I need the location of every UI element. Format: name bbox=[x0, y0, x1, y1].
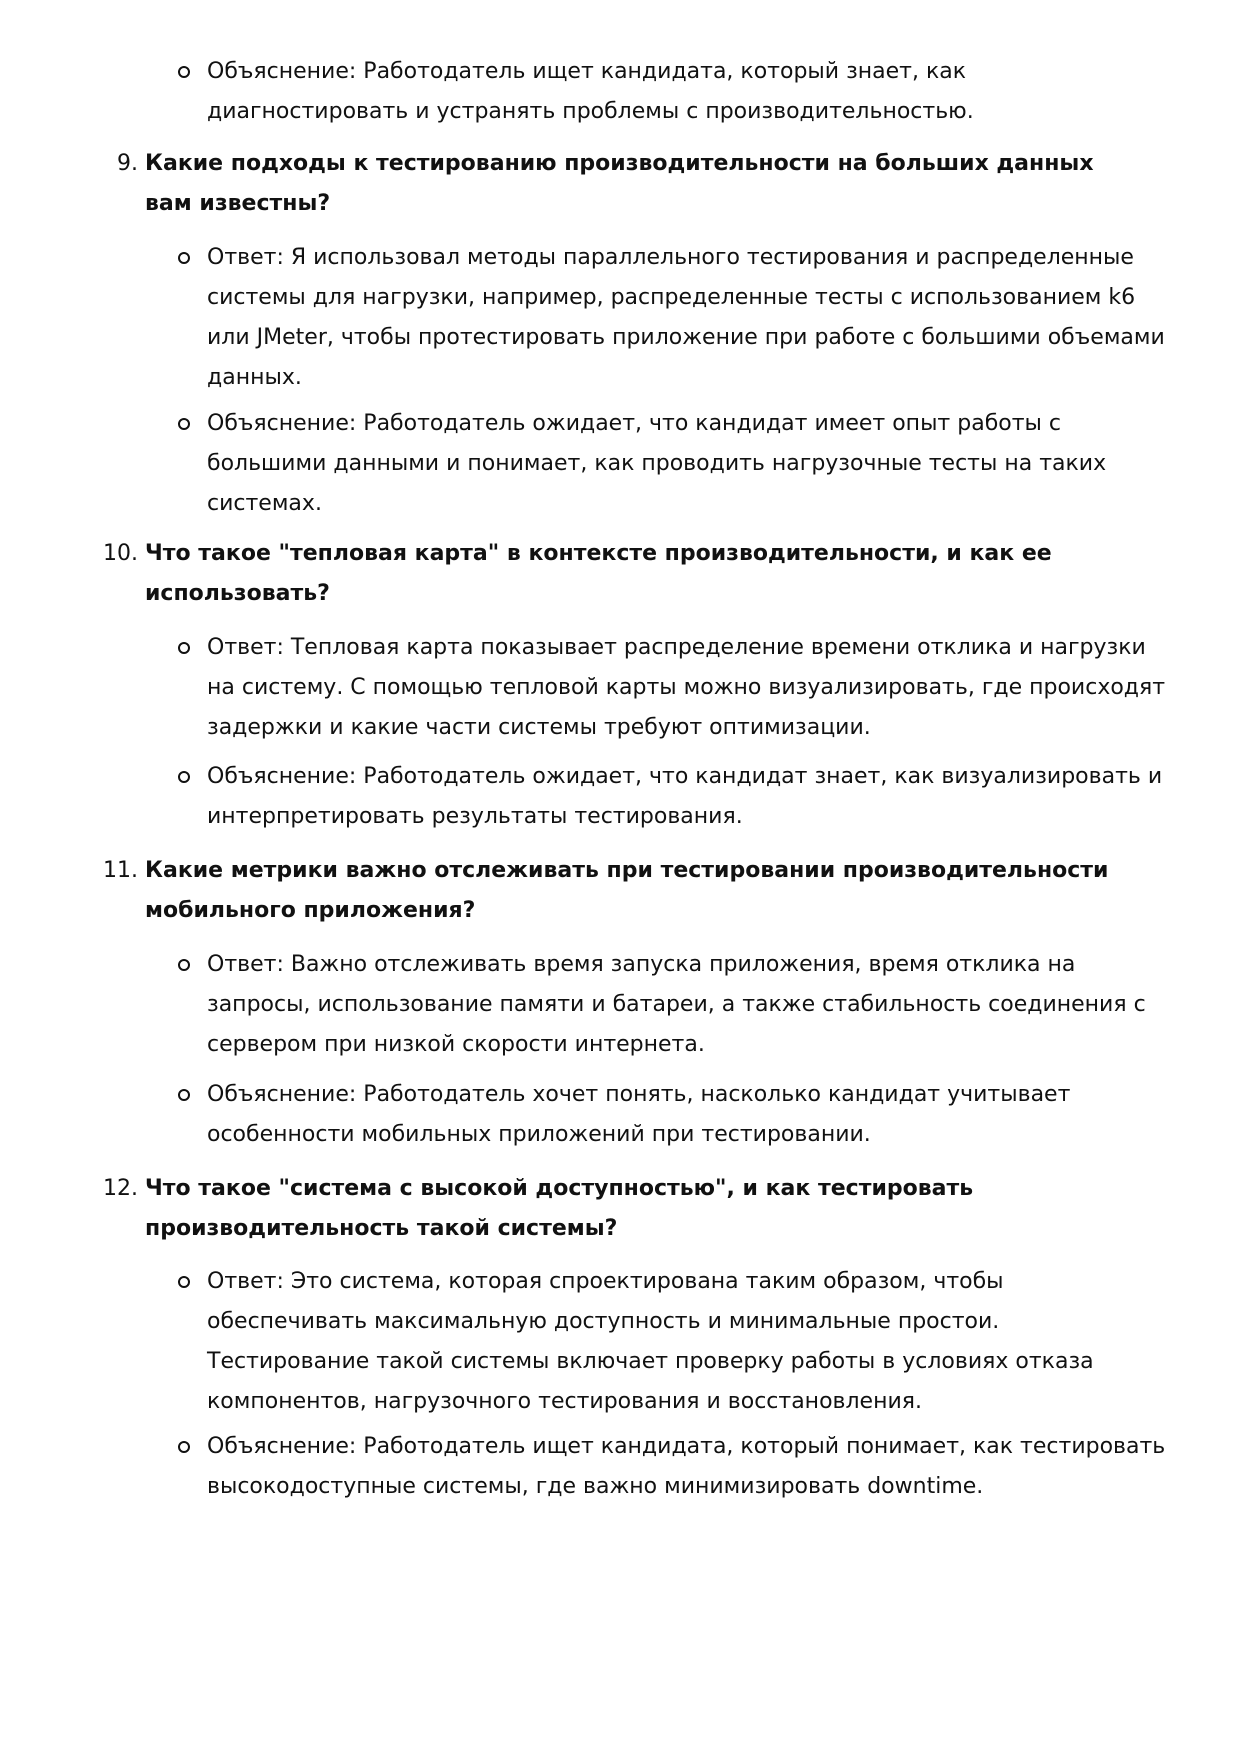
answer-text: Ответ: Я использовал методы параллельного тестирования и распределенные системы для нагрузки, например, распределенные тесты с использованием k6 или JMeter, чтобы протестировать приложение при работе с большими объемами данных. bbox=[207, 245, 1165, 390]
explanation-text: Объяснение: Работодатель ожидает, что кандидат имеет опыт работы с большими данными и понимает, как проводить нагрузочные тесты на таких системах. bbox=[207, 411, 1107, 516]
question-text: Какие подходы к тестированию производительности на больших данных вам известны? bbox=[145, 151, 1094, 216]
circle-bullet-icon bbox=[178, 642, 190, 654]
explanation-text: Объяснение: Работодатель ищет кандидата, который понимает, как тестировать высокодоступные системы, где важно минимизировать downtime. bbox=[207, 1434, 1166, 1499]
circle-bullet-icon bbox=[178, 1441, 190, 1453]
answer-text: Ответ: Важно отслеживать время запуска приложения, время отклика на запросы, использование памяти и батареи, а также стабильность соединения с сервером при низкой скорости интернета. bbox=[207, 952, 1146, 1057]
question-number: 12. bbox=[103, 1176, 138, 1201]
question-number: 11. bbox=[103, 858, 138, 883]
explanation-text: Объяснение: Работодатель ожидает, что кандидат знает, как визуализировать и интерпретировать результаты тестирования. bbox=[207, 764, 1163, 829]
explanation-text: Объяснение: Работодатель хочет понять, насколько кандидат учитывает особенности мобильных приложений при тестировании. bbox=[207, 1082, 1071, 1147]
circle-bullet-icon bbox=[178, 66, 190, 78]
question-text: Что такое "тепловая карта" в контексте производительности, и как ее использовать? bbox=[145, 541, 1052, 606]
question-number: 9. bbox=[117, 151, 138, 176]
circle-bullet-icon bbox=[178, 418, 190, 430]
circle-bullet-icon bbox=[178, 252, 190, 264]
question-text: Какие метрики важно отслеживать при тестировании производительности мобильного приложения? bbox=[145, 858, 1109, 923]
explanation-text: Объяснение: Работодатель ищет кандидата, который знает, как диагностировать и устранять проблемы с производительностью. bbox=[207, 59, 974, 124]
circle-bullet-icon bbox=[178, 959, 190, 971]
answer-text: Ответ: Это система, которая спроектирована таким образом, чтобы обеспечивать максимальную доступность и минимальные простои. Тестирование такой системы включает проверку работы в условиях отказа компонентов, нагрузочного тестирования и восстановления. bbox=[207, 1269, 1094, 1414]
circle-bullet-icon bbox=[178, 1089, 190, 1101]
answer-text: Ответ: Тепловая карта показывает распределение времени отклика и нагрузки на систему. С помощью тепловой карты можно визуализировать, где происходят задержки и какие части системы требуют оптимизации. bbox=[207, 635, 1166, 740]
question-number: 10. bbox=[103, 541, 138, 566]
circle-bullet-icon bbox=[178, 771, 190, 783]
circle-bullet-icon bbox=[178, 1276, 190, 1288]
question-text: Что такое "система с высокой доступностью", и как тестировать производительность такой системы? bbox=[145, 1176, 974, 1241]
